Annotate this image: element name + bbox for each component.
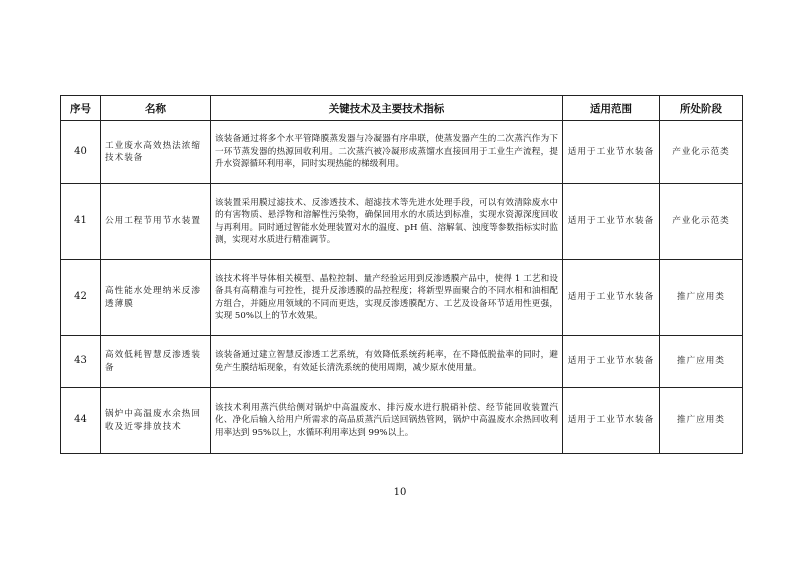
- row-tech: 该技术利用蒸汽供给侧对锅炉中高温废水、排污废水进行脱硝补偿、经节能回收装置汽化、净化后输入给用户所需求的高品质蒸汽后送回锅热管网，锅炉中高温废水余热回收利用率达到 95%以上，水循环利用率达到 99%以上。: [211, 388, 563, 454]
- row-scope: 适用于工业节水装备: [563, 388, 660, 454]
- row-number: 42: [61, 260, 101, 336]
- table-row: [61, 388, 743, 454]
- table-row: [61, 336, 743, 388]
- row-tech: 该装置采用膜过滤技术、反渗透技术、超滤技术等先进水处理手段，可以有效清除废水中的有害物质、悬浮物和溶解性污染物，确保回用水的水质达到标准，实现水资源深度回收与再利用。同时通过智能水处理装置对水的温度、pH 值、溶解氧、浊度等参数指标实时监测，实现对水质进行精准调节。: [211, 184, 563, 260]
- row-number: 44: [61, 388, 101, 454]
- row-tech: 该技术将半导体相关模型、晶粒控制、量产经验运用到反渗透膜产品中，使得 1 工艺和设备具有高精准与可控性，提升反渗透膜的品控程度；将新型界面聚合的不同水相和油相配方组合，并随应用领域的不同而更迭，实现反渗透膜配方、工艺及设备环节适用性更强，实现 50%以上的节水效果。: [211, 260, 563, 336]
- row-scope: 适用于工业节水装备: [563, 336, 660, 388]
- row-name: 锅炉中高温废水余热回收及近零排放技术: [101, 388, 211, 454]
- row-stage: 产业化示范类: [660, 121, 743, 184]
- row-stage: 推广应用类: [660, 260, 743, 336]
- table-row: [61, 184, 743, 260]
- table-header-row: [61, 96, 743, 121]
- header-name: 名称: [101, 96, 211, 121]
- row-scope: 适用于工业节水装备: [563, 121, 660, 184]
- row-scope: 适用于工业节水装备: [563, 260, 660, 336]
- page-number: 10: [393, 487, 407, 498]
- row-scope: 适用于工业节水装备: [563, 184, 660, 260]
- row-stage: 产业化示范类: [660, 184, 743, 260]
- row-number: 40: [61, 121, 101, 184]
- header-stage: 所处阶段: [660, 96, 743, 121]
- row-number: 41: [61, 184, 101, 260]
- row-tech: 该装备通过建立智慧反渗透工艺系统，有效降低系统药耗率，在不降低脱盐率的同时，避免产生膜结垢现象，有效延长清洗系统的使用周期，减少原水使用量。: [211, 336, 563, 388]
- row-name: 公用工程节用节水装置: [101, 184, 211, 260]
- header-no: 序号: [61, 96, 101, 121]
- row-name: 高性能水处理纳米反渗透薄膜: [101, 260, 211, 336]
- row-stage: 推广应用类: [660, 388, 743, 454]
- header-tech: 关键技术及主要技术指标: [211, 96, 563, 121]
- technology-table: [60, 95, 743, 454]
- row-tech: 该装备通过将多个水平管降膜蒸发器与冷凝器有序串联，使蒸发器产生的二次蒸汽作为下一环节蒸发器的热源回收利用。二次蒸汽被冷凝形成蒸馏水直接回用于工业生产流程，提升水资源循环利用率，同时实现热能的梯级利用。: [211, 121, 563, 184]
- row-name: 高效低耗智慧反渗透装备: [101, 336, 211, 388]
- row-stage: 推广应用类: [660, 336, 743, 388]
- row-name: 工业废水高效热法浓缩技术装备: [101, 121, 211, 184]
- table-row: [61, 260, 743, 336]
- row-number: 43: [61, 336, 101, 388]
- table-row: [61, 121, 743, 184]
- header-scope: 适用范围: [563, 96, 660, 121]
